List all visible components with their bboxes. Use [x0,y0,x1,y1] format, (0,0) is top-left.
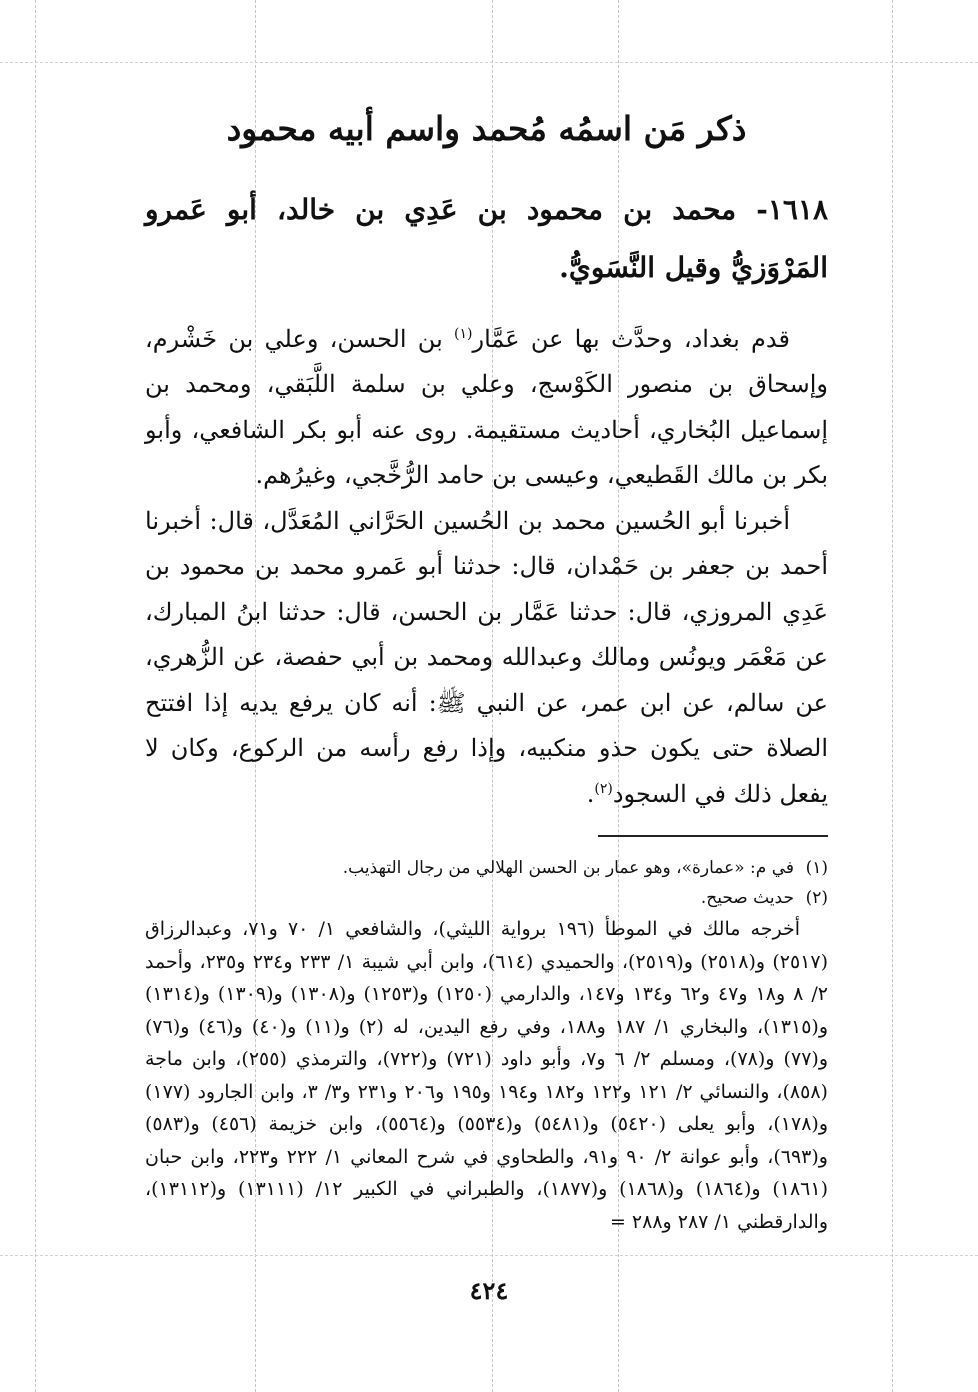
hadith-paragraph [145,499,828,818]
page-content [145,100,828,1238]
footnote-text: حديث صحيح. [700,888,794,909]
guide-line-horizontal [0,62,978,63]
footnote-1 [145,853,828,883]
guide-line-vertical [892,0,893,1392]
footnote-text: في م: «عمارة»، وهو عمار بن الحسن الهلالي من رجال التهذيب. [342,858,794,879]
guide-line-vertical [35,0,36,1392]
text-run: قدم بغداد، وحدَّث بها عن عَمَّار [472,324,790,353]
footnote-2-body: أخرجه مالك في الموطأ (١٩٦ برواية الليثي)، والشافعي ١/ ٧٠ و٧١، وعبدالرزاق (٢٥١٧) و(٢٥١٨) و(٢٥١٩)، والحميدي (٦١٤)، وابن أبي شيبة ١/ ٢٣٣ و٢٣٤ و٢٣٥، وأحمد ٢/ ٨ و١٨ و٤٧ و٦٢ و١٣٤ و١٤٧، والدارمي (١٢٥٠) و(١٢٥٣) و(١٣٠٨) و(١٣٠٩) و(١٣١٤) و(١٣١٥)، والبخاري ١/ ١٨٧ و١٨٨، وفي رفع اليدين، له (٢) و(١١) و(٤٠) و(٤٦) و(٧٦) و(٧٧) و(٧٨)، ومسلم ٢/ ٦ و٧، وأبو داود (٧٢١) و(٧٢٢)، والترمذي (٢٥٥)، وابن ماجة (٨٥٨)، والنسائي ٢/ ١٢١ و١٢٢ و١٨٢ و١٩٤ و١٩٥ و٢٠٦ و٢٣١ و٣/ ٣، وابن الجارود (١٧٧) و(١٧٨)، وأبو يعلى (٥٤٢٠) و(٥٤٨١) و(٥٥٣٤) و(٥٥٦٤)، وابن خزيمة (٤٥٦) و(٥٨٣) و(٦٩٣)، وأبو عوانة ٢/ ٩٠ و٩١، والطحاوي في شرح المعاني ١/ ٢٢٢ و٢٢٣، وابن حبان (١٨٦١) و(١٨٦٤) و(١٨٦٨) و(١٨٧٧)، والطبراني في الكبير ١٢/ (١٣١١١) و(١٣١١٢)، والدارقطني ١/ ٢٨٧ و٢٨٨ = [145,918,829,1233]
footnote-divider [598,835,828,837]
section-heading: ذكر مَن اسمُه مُحمد واسم أبيه محمود [226,109,747,148]
page-number: ٤٢٤ [469,1276,509,1305]
biography-paragraph [145,317,828,499]
guide-line-horizontal [0,1255,978,1256]
footnote-number: (١) [805,858,828,879]
entry-title: ١٦١٨- محمد بن محمود بن عَدِي بن خالد، أبو عَمرو المَرْوَزيُّ وقيل النَّسَويُّ. [145,192,828,284]
footnote-number: (٢) [805,888,828,909]
text-run: بن الحسن، وعلي بن خَشْرم، وإسحاق بن منصور الكَوْسج، وعلي بن سلمة اللَّبَقي، ومحمد بن إسماعيل البُخاري، أحاديث مستقيمة. روى عنه أبو بكر الشافعي، وأبو بكر بن مالك القَطيعي، وعيسى بن حامد الرُّخَّجي، وغيرُهم. [145,324,828,490]
text-run: أخبرنا أبو الحُسين محمد بن الحُسين الحَرَّاني المُعَدَّل، قال: أخبرنا أحمد بن جعفر بن حَمْدان، قال: حدثنا أبو عَمرو محمد بن محمود بن عَدِي المروزي، قال: حدثنا عَمَّار بن الحسن، قال: حدثنا ابنُ المبارك، عن مَعْمَر ويونُس ومالك وعبدالله ومحمد بن أبي حفصة، عن الزُّهري، عن سالم، عن ابن عمر، عن النبي ﷺ: أنه كان يرفع يديه إذا افتتح الصلاة حتى يكون حذو منكبيه، وإذا رفع رأسه من الركوع، وكان لا يفعل ذلك في السجود [145,506,829,808]
text-run: . [586,779,595,808]
footnote-2 [145,883,828,913]
footnote-reference: (١) [454,325,473,342]
footnote-reference: (٢) [594,780,613,797]
